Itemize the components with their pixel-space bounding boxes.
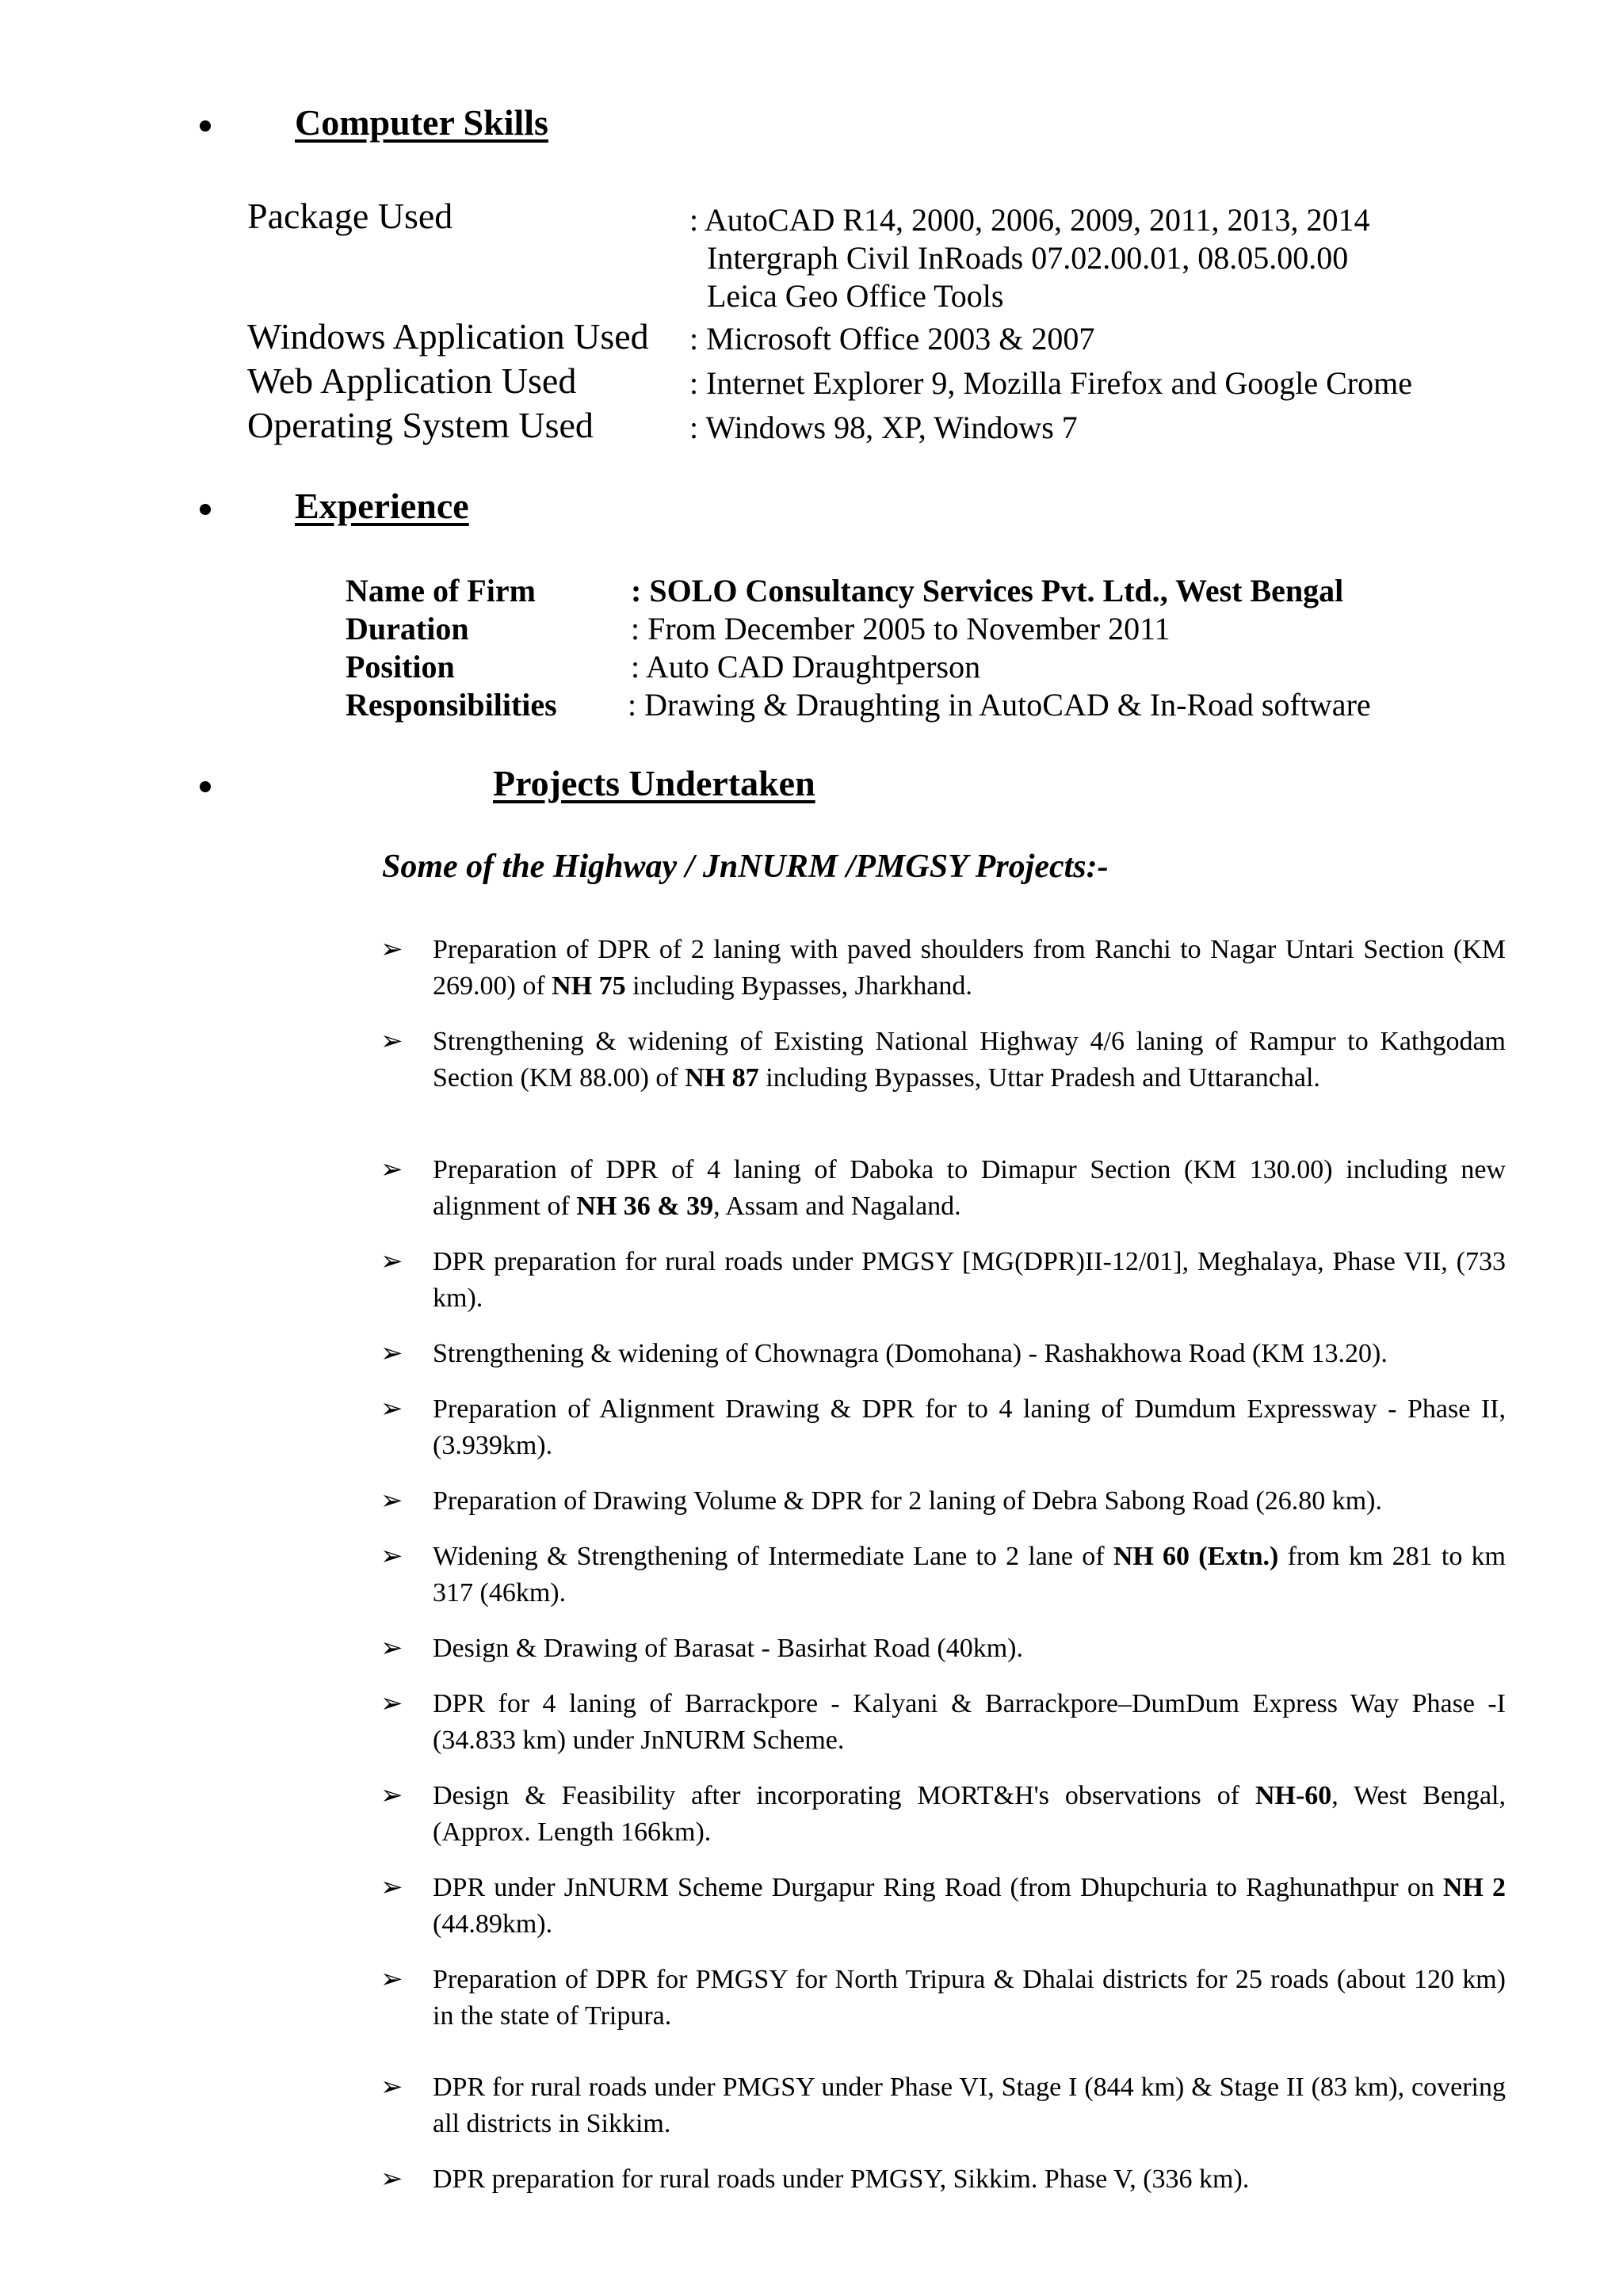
computer-skills-heading: Computer Skills bbox=[295, 102, 548, 143]
project-text-part: DPR preparation for rural roads under PMGSY, Sikkim. Phase V, (336 km). bbox=[433, 2164, 1250, 2194]
skill-value: : AutoCAD R14, 2000, 2006, 2009, 2011, 2013, 2014 bbox=[689, 202, 1370, 238]
project-text bbox=[433, 1483, 1506, 1520]
experience-heading: Experience bbox=[295, 486, 469, 526]
experience-value: : Drawing & Draughting in AutoCAD & In-Road software bbox=[628, 687, 1371, 723]
project-text bbox=[433, 1630, 1506, 1667]
project-text-part: DPR under JnNURM Scheme Durgapur Ring Road (from Dhupchuria to Raghunathpur on bbox=[433, 1873, 1443, 1902]
arrow-bullet-icon: ➢ bbox=[380, 2073, 403, 2102]
skill-label: Web Application Used bbox=[247, 360, 577, 401]
project-item bbox=[380, 1336, 1506, 1372]
project-text-part: Strengthening & widening of Chownagra (Domohana) - Rashakhowa Road (KM 13.20). bbox=[433, 1339, 1388, 1368]
project-text bbox=[433, 1024, 1506, 1097]
skill-label: Operating System Used bbox=[247, 405, 594, 445]
project-highway-number: NH 87 bbox=[685, 1063, 759, 1093]
experience-value: : From December 2005 to November 2011 bbox=[631, 611, 1170, 646]
project-text-part: Preparation of DPR of 2 laning with paved shoulders from Ranchi to Nagar Untari Section (KM 269.00) of bbox=[433, 935, 1506, 1001]
project-item bbox=[380, 1244, 1506, 1317]
experience-label: Name of Firm bbox=[346, 573, 536, 608]
project-highway-number: NH 60 (Extn.) bbox=[1113, 1542, 1279, 1571]
arrow-bullet-icon: ➢ bbox=[380, 1634, 403, 1663]
projects-heading: Projects Undertaken bbox=[493, 763, 815, 803]
project-text-part: including Bypasses, Uttar Pradesh and Uttaranchal. bbox=[758, 1063, 1320, 1093]
skill-value: : Internet Explorer 9, Mozilla Firefox and Google Crome bbox=[689, 365, 1412, 401]
skill-value: Intergraph Civil InRoads 07.02.00.01, 08.05.00.00 bbox=[707, 240, 1349, 276]
arrow-bullet-icon: ➢ bbox=[380, 1873, 403, 1902]
project-text-part: from km 281 to km 317 (46km). bbox=[433, 1542, 1507, 1608]
project-item bbox=[380, 2161, 1506, 2198]
project-text-part: Preparation of Drawing Volume & DPR for 2 laning of Debra Sabong Road (26.80 km). bbox=[433, 1486, 1383, 1516]
bullet-icon bbox=[200, 120, 211, 132]
project-text-part: DPR for 4 laning of Barrackpore - Kalyani & Barrackpore–DumDum Express Way Phase -I (34.833 km) under JnNURM Scheme. bbox=[433, 1689, 1506, 1755]
project-highway-number: NH-60 bbox=[1254, 1781, 1332, 1810]
project-item bbox=[380, 2069, 1506, 2142]
experience-value: : SOLO Consultancy Services Pvt. Ltd., West Bengal bbox=[631, 573, 1344, 608]
project-text bbox=[433, 932, 1506, 1005]
project-text-part: DPR preparation for rural roads under PMGSY [MG(DPR)II-12/01], Meghalaya, Phase VII, (733 km). bbox=[433, 1247, 1506, 1313]
experience-value: : Auto CAD Draughtperson bbox=[631, 649, 981, 685]
experience-label: Responsibilities bbox=[346, 687, 557, 723]
arrow-bullet-icon: ➢ bbox=[380, 1689, 403, 1718]
arrow-bullet-icon: ➢ bbox=[380, 1542, 403, 1571]
project-highway-number: NH 75 bbox=[552, 971, 626, 1001]
arrow-bullet-icon: ➢ bbox=[380, 1781, 403, 1810]
project-text-part: DPR for rural roads under PMGSY under Phase VI, Stage I (844 km) & Stage II (83 km), covering all districts in Sikkim. bbox=[433, 2073, 1506, 2138]
bullet-icon bbox=[200, 504, 211, 515]
project-text bbox=[433, 1244, 1506, 1317]
arrow-bullet-icon: ➢ bbox=[380, 2164, 403, 2194]
project-highway-number: NH 2 bbox=[1442, 1873, 1506, 1902]
skill-value: : Microsoft Office 2003 & 2007 bbox=[689, 321, 1095, 357]
experience-label: Duration bbox=[346, 611, 469, 646]
bullet-icon bbox=[200, 781, 211, 792]
project-text bbox=[433, 1962, 1506, 2035]
project-item bbox=[380, 1686, 1506, 1759]
project-item bbox=[380, 1539, 1506, 1611]
project-text-part: Design & Drawing of Barasat - Basirhat Road (40km). bbox=[433, 1634, 1023, 1663]
project-text bbox=[433, 1686, 1506, 1759]
project-item bbox=[380, 1024, 1506, 1097]
project-text-part: Design & Feasibility after incorporating MORT&H's observations of bbox=[433, 1781, 1255, 1810]
project-item bbox=[380, 932, 1506, 1005]
arrow-bullet-icon: ➢ bbox=[380, 935, 403, 964]
project-text bbox=[433, 1870, 1506, 1943]
project-text-part: , West Bengal, (Approx. Length 166km). bbox=[433, 1781, 1506, 1847]
project-text bbox=[433, 2069, 1506, 2142]
project-item bbox=[380, 1152, 1506, 1225]
arrow-bullet-icon: ➢ bbox=[380, 1247, 403, 1276]
project-text-part: (44.89km). bbox=[433, 1909, 553, 1939]
skill-label: Package Used bbox=[247, 196, 453, 236]
project-text bbox=[433, 1336, 1506, 1372]
project-text-part: , Assam and Nagaland. bbox=[713, 1192, 961, 1221]
project-text bbox=[433, 1539, 1506, 1611]
skill-value: Leica Geo Office Tools bbox=[707, 278, 1004, 314]
project-item bbox=[380, 1962, 1506, 2035]
arrow-bullet-icon: ➢ bbox=[380, 1155, 403, 1184]
arrow-bullet-icon: ➢ bbox=[380, 1486, 403, 1516]
project-text bbox=[433, 1391, 1506, 1464]
experience-label: Position bbox=[346, 649, 455, 685]
skill-label: Windows Application Used bbox=[247, 316, 649, 357]
project-item bbox=[380, 1630, 1506, 1667]
arrow-bullet-icon: ➢ bbox=[380, 1027, 403, 1056]
project-text bbox=[433, 1152, 1506, 1225]
project-item bbox=[380, 1778, 1506, 1851]
projects-subheading: Some of the Highway / JnNURM /PMGSY Projects:- bbox=[382, 849, 1109, 885]
project-item bbox=[380, 1391, 1506, 1464]
project-highway-number: NH 36 & 39 bbox=[576, 1192, 714, 1221]
project-item bbox=[380, 1870, 1506, 1943]
arrow-bullet-icon: ➢ bbox=[380, 1965, 403, 1994]
project-item bbox=[380, 1483, 1506, 1520]
project-text-part: Strengthening & widening of Existing National Highway 4/6 laning of Rampur to Kathgodam Section (KM 88.00) of bbox=[433, 1027, 1506, 1093]
project-text-part: Preparation of DPR for PMGSY for North Tripura & Dhalai districts for 25 roads (about 120 km) in the state of Tripura. bbox=[433, 1965, 1506, 2031]
arrow-bullet-icon: ➢ bbox=[380, 1339, 403, 1368]
project-text-part: Preparation of Alignment Drawing & DPR for to 4 laning of Dumdum Expressway - Phase II, (3.939km). bbox=[433, 1394, 1506, 1460]
project-text bbox=[433, 1778, 1506, 1851]
project-text bbox=[433, 2161, 1506, 2198]
project-text-part: including Bypasses, Jharkhand. bbox=[625, 971, 972, 1001]
skill-value: : Windows 98, XP, Windows 7 bbox=[689, 410, 1078, 445]
project-text-part: Widening & Strengthening of Intermediate Lane to 2 lane of bbox=[433, 1542, 1113, 1571]
arrow-bullet-icon: ➢ bbox=[380, 1394, 403, 1424]
project-text-part: Preparation of DPR of 4 laning of Daboka to Dimapur Section (KM 130.00) including new alignment of bbox=[433, 1155, 1506, 1221]
